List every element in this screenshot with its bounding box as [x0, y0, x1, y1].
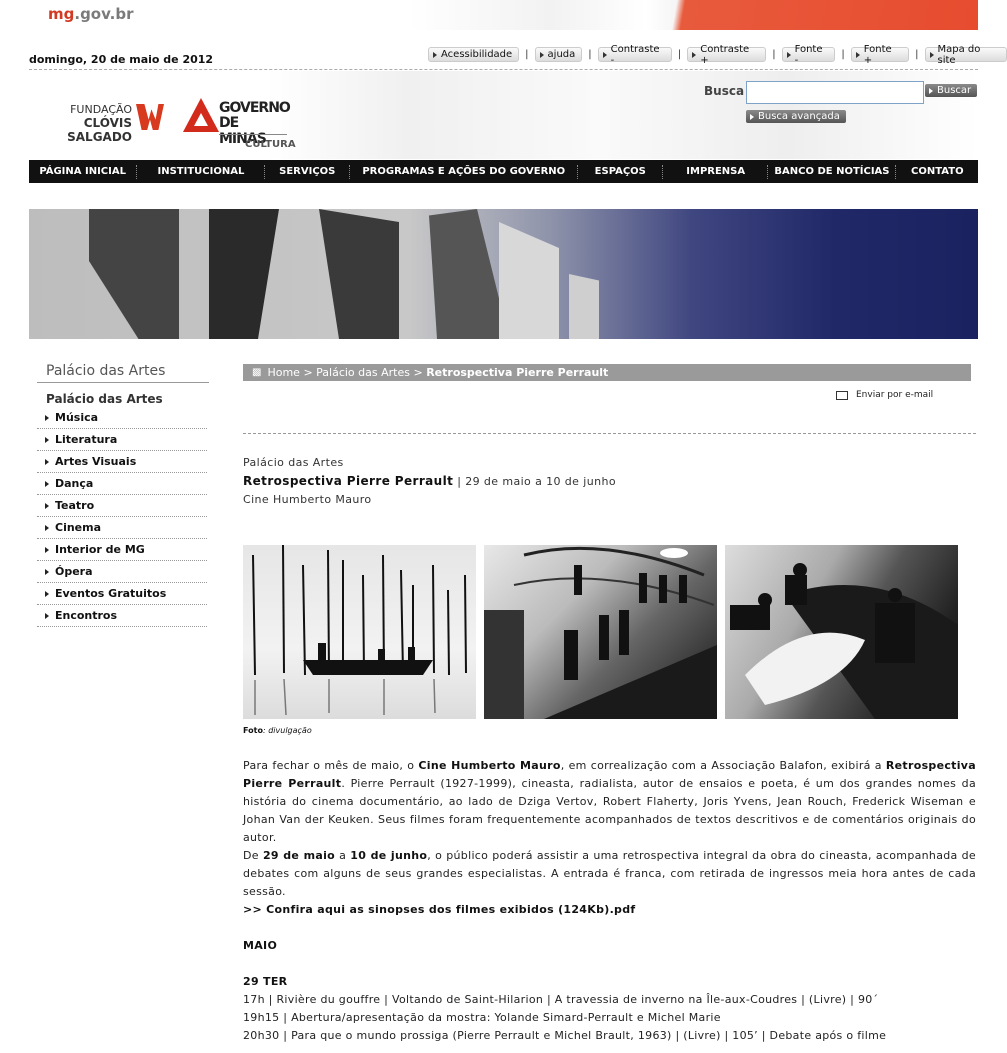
schedule-row: 17h | Rivière du gouffre | Voltando de Saint-Hilarion | A travessia de inverno na Île-aux-Coudres | (Livre) | 90´ [243, 993, 879, 1006]
gdm-logo-line1: GOVERNO [219, 100, 290, 116]
retrospectiva-emphasis: Retrospectiva Pierre Perrault [243, 759, 977, 790]
article-heading [243, 474, 616, 488]
gdm-logo-line3: CULTURA [245, 139, 296, 150]
sidebar-item-artes-visuais[interactable]: Artes Visuais [37, 451, 207, 473]
main-navigation [29, 160, 978, 183]
schedule-row: 19h15 | Abertura/apresentação da mostra: Yolande Simard-Perrault e Michel Marie [243, 1011, 721, 1024]
sidebar-item-literatura[interactable]: Literatura [37, 429, 207, 451]
sidebar-item-musica[interactable]: Música [37, 407, 207, 429]
fcs-logo-mark-icon [136, 104, 164, 130]
top-strip [29, 0, 978, 30]
article-paragraph-2: De 29 de maio a 10 de junho, o público poderá assistir a uma retrospectiva integral da obra do cineasta, acompanhada de debates com alguns de seus grandes especialistas. A entrada é franca, com retirada de ingressos meia hora antes de cada sessão. [243, 849, 976, 898]
nav-imprensa[interactable]: IMPRENSA [686, 166, 746, 177]
accessibility-toolbar: Acessibilidade | ajuda | Contraste - | Contraste + | Fonte - | Fonte + | Mapa do site [428, 47, 1007, 62]
sidebar-item-eventos-gratuitos[interactable]: Eventos Gratuitos [37, 583, 207, 605]
article-venue: Cine Humberto Mauro [243, 493, 372, 506]
sitemap-icon: ▩ [252, 367, 262, 378]
search-label: Busca [704, 84, 745, 98]
nav-banco-noticias[interactable]: BANCO DE NOTÍCIAS [774, 166, 890, 177]
fcs-logo-line1: FUNDAÇÃO [70, 103, 132, 116]
end-date-emphasis: 10 de junho [350, 849, 428, 862]
nav-programas[interactable]: PROGRAMAS E AÇÕES DO GOVERNO [362, 166, 566, 177]
photo-credit-source: : divulgação [262, 726, 312, 735]
brand-suffix: .gov.br [74, 5, 134, 23]
sidebar-item-cinema[interactable]: Cinema [37, 517, 207, 539]
breadcrumb-current: Retrospectiva Pierre Perrault [426, 366, 609, 379]
brand-prefix: mg [48, 5, 75, 23]
search-input[interactable] [746, 81, 924, 104]
sidebar-item-opera[interactable]: Ópera [37, 561, 207, 583]
search-button[interactable]: Buscar [925, 84, 977, 97]
nav-institucional[interactable]: INSTITUCIONAL [157, 166, 245, 177]
photo-staircase [484, 545, 717, 719]
header-banner-image [29, 209, 978, 339]
article-dates: | 29 de maio a 10 de junho [457, 475, 616, 488]
contrast-decrease-link[interactable]: Contraste - [598, 47, 672, 62]
header-divider [29, 69, 978, 70]
photo-gallery [243, 545, 958, 719]
synopsis-pdf-link[interactable]: >> Confira aqui as sinopses dos filmes exibidos (124Kb).pdf [243, 903, 636, 916]
sidebar-item-teatro[interactable]: Teatro [37, 495, 207, 517]
schedule-row: 20h30 | Para que o mundo prossiga (Pierre Perrault e Michel Brault, 1963) | (Livre) | 105’ | Debate após o filme [243, 1029, 887, 1042]
nav-pagina-inicial[interactable]: PÁGINA INICIAL [39, 166, 126, 177]
sidebar-item-interior-mg[interactable]: Interior de MG [37, 539, 207, 561]
send-email-label: Enviar por e-mail [856, 390, 934, 400]
sidebar-item-encontros[interactable]: Encontros [37, 605, 207, 627]
gdm-logo-line2: DE MINAS [219, 115, 266, 147]
fcs-logo-line2: CLÓVIS SALGADO [67, 116, 132, 144]
contrast-increase-link[interactable]: Contraste + [687, 47, 766, 62]
mg-gov-logo[interactable] [48, 5, 134, 23]
sidebar-item-danca[interactable]: Dança [37, 473, 207, 495]
font-increase-link[interactable]: Fonte + [851, 47, 909, 62]
article-title: Retrospectiva Pierre Perrault [243, 474, 454, 488]
nav-espacos[interactable]: ESPAÇOS [594, 166, 646, 177]
nav-servicos[interactable]: SERVIÇOS [279, 166, 336, 177]
sidebar-subtitle[interactable]: Palácio das Artes [46, 392, 163, 406]
sitemap-link[interactable]: Mapa do site [925, 47, 1007, 62]
accessibility-link[interactable]: Acessibilidade [428, 47, 519, 62]
article-kicker: Palácio das Artes [243, 456, 344, 469]
sidebar-menu [37, 407, 207, 627]
start-date-emphasis: 29 de maio [262, 849, 336, 862]
article-paragraph-1: Para fechar o mês de maio, o Cine Humberto Mauro, em correalização com a Associação Balafon, exibirá a Retrospectiva Pierre Perrault. Pierre Perrault (1927-1999), cineasta, radialista, autor de ensaios e poeta, é um dos grandes nomes da história do cinema documentário, ao lado de Dziga Vertov, Robert Flaherty, Joris Yvens, Jean Rouch, Frederick Wiseman e Johan Van der Keuken. Seus filmes foram frequentemente acompanhados de textos descritivos e de comentários originais do autor. [243, 759, 977, 844]
breadcrumb-section[interactable]: Palácio das Artes [316, 366, 410, 379]
top-strip-red-band [558, 0, 978, 30]
content-divider [243, 433, 976, 434]
fundacao-clovis-salgado-logo[interactable] [37, 103, 167, 144]
sidebar-title: Palácio das Artes [37, 363, 209, 383]
photo-boat-poles [243, 545, 476, 719]
photo-credit [243, 726, 312, 735]
schedule-day: 29 TER [243, 975, 288, 988]
photo-credit-label: Foto [243, 726, 263, 735]
send-email-link[interactable] [836, 390, 933, 400]
advanced-search-button[interactable]: Busca avançada [746, 110, 846, 123]
help-link[interactable]: ajuda [535, 47, 583, 62]
nav-contato[interactable]: CONTATO [911, 166, 964, 177]
envelope-icon [836, 391, 848, 400]
schedule-month: MAIO [243, 939, 278, 952]
cine-humberto-mauro-emphasis: Cine Humberto Mauro [418, 759, 561, 772]
breadcrumb: ▩ Home > Palácio das Artes > Retrospectiva Pierre Perrault [243, 364, 971, 381]
photo-whale-boat [725, 545, 958, 719]
font-decrease-link[interactable]: Fonte - [782, 47, 836, 62]
current-date: domingo, 20 de maio de 2012 [29, 53, 214, 66]
breadcrumb-home[interactable]: Home [267, 366, 300, 379]
